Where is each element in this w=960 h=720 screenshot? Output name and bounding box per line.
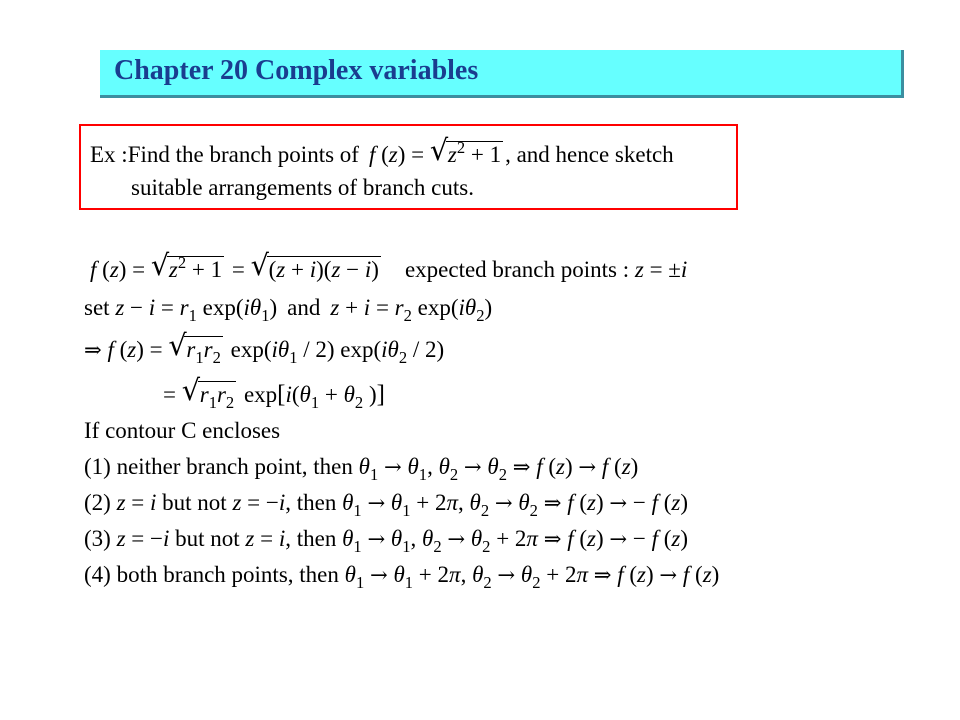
equation-combined: = √ $r_1r_2$ $\exp[i(\theta_1 + \theta_2$ )]: [163, 381, 385, 411]
example-function-formula: f: [368, 142, 376, 167]
case-2-but: but not: [162, 490, 227, 515]
example-line-1: Ex :Find the branch points of f (z) = √ $z^2 + 1$ , and hence sketch: [90, 141, 674, 171]
case-4: (4) both branch points, then $\theta_1 \to \theta_1 + 2\pi$, $\theta_2 \to \theta_2 + 2\pi$ ⇒ f (z) → f (z): [84, 562, 720, 592]
implies-arrow-icon: ⇒: [543, 526, 562, 551]
equation-implies: ⇒ f (z) = √ $r_1r_2$ $\exp(i\theta_1 / 2)$ $\exp(i\theta_2 / 2)$: [84, 336, 444, 366]
implies-arrow-icon: ⇒: [84, 337, 102, 362]
equation-polar-setup: set $z - i = r_1$ $\exp(i\theta_1)$ and $z + i = r_2$ $\exp(i\theta_2)$: [84, 295, 493, 325]
equation-factorization: f (z) = √ $z^2 + 1$ = √ (z + i)(z − i) expected branch points : z = ±i: [90, 256, 687, 286]
expected-branch-points-label: expected branch points :: [404, 257, 630, 282]
case-1-number: (1): [84, 454, 111, 479]
example-text-3: suitable arrangements of branch cuts.: [131, 175, 474, 200]
case-2-then: , then: [285, 490, 337, 515]
case-1: (1) neither branch point, then $\theta_1 \to \theta_1$, $\theta_2 \to \theta_2$ ⇒ f (z) → f (z): [84, 454, 639, 484]
contour-condition: If contour C encloses: [84, 418, 281, 443]
example-line-2: [131, 174, 474, 202]
set-word: set: [84, 295, 110, 320]
case-3: (3) z = −i but not z = i, then $\theta_1 \to \theta_1$, $\theta_2 \to \theta_2 + 2\pi$ ⇒ f (z) → − f (z): [84, 526, 689, 556]
and-word: and: [287, 295, 321, 320]
example-text-2: , and hence sketch: [505, 142, 674, 167]
implies-arrow-icon: ⇒: [512, 454, 531, 479]
case-3-number: (3): [84, 526, 111, 551]
case-4-text: both branch points, then: [116, 562, 339, 587]
implies-arrow-icon: ⇒: [543, 490, 562, 515]
case-2: (2) z = i but not z = −i, then $\theta_1 \to \theta_1 + 2\pi$, $\theta_2 \to \theta_2$ ⇒ f (z) → − f (z): [84, 490, 689, 520]
case-2-number: (2): [84, 490, 111, 515]
case-1-text: neither branch point, then: [116, 454, 353, 479]
example-text-1: Find the branch points of: [127, 142, 359, 167]
case-4-number: (4): [84, 562, 111, 587]
title-bar: [100, 50, 904, 98]
example-prefix: Ex :: [90, 142, 128, 167]
implies-arrow-icon: ⇒: [593, 562, 612, 587]
slide-title: Chapter 20 Complex variables: [114, 55, 479, 86]
case-3-but: but not: [175, 526, 240, 551]
case-3-then: , then: [285, 526, 337, 551]
